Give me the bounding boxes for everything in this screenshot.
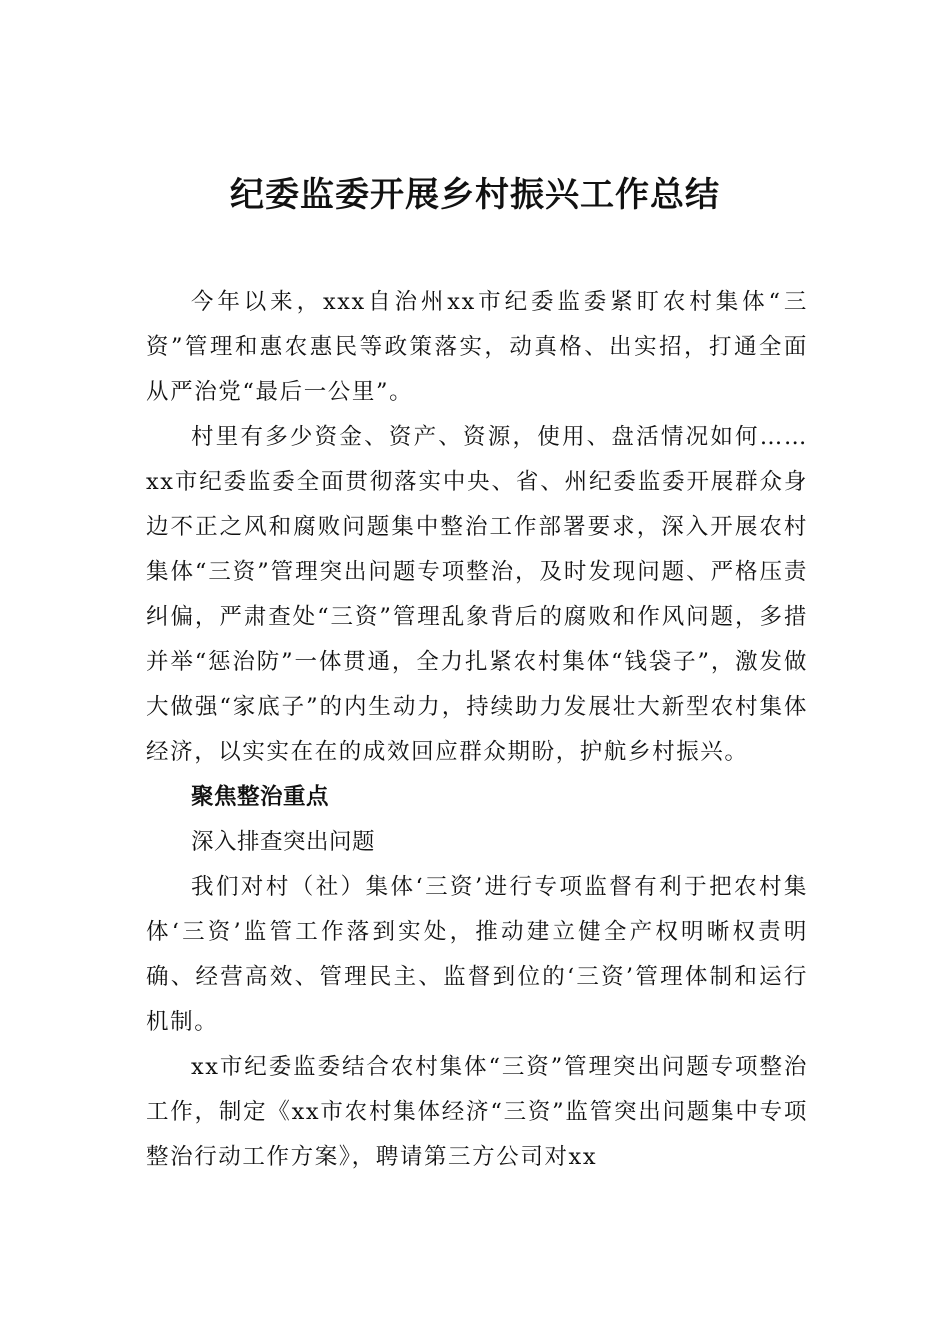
paragraph-supervision: 我们对村（社）集体‘三资’进行专项监督有利于把农村集体‘三资’监管工作落到实处，推动建立健全产权明晰权责明确、经营高效、管理民主、监督到位的‘三资’管理体制和运行机制。 [146, 874, 808, 1035]
paragraph-background: 村里有多少资金、资产、资源，使用、盘活情况如何……xx市纪委监委全面贯彻落实中央、省、州纪委监委开展群众身边不正之风和腐败问题集中整治工作部署要求，深入开展农村集体“三资”管理突出问题专项整治，及时发现问题、严格压责纠偏，严肃查处“三资”管理乱象背后的腐败和作风问题，多措并举“惩治防”一体贯通，全力扎紧农村集体“钱袋子”，激发做大做强“家底子”的内生动力，持续助力发展壮大新型农村集体经济，以实实在在的成效回应群众期盼，护航乡村振兴。 [146, 424, 808, 765]
document-title: 纪委监委开展乡村振兴工作总结 [230, 175, 720, 215]
document-body [146, 280, 808, 1180]
paragraph-intro: 今年以来，xxx自治州xx市纪委监委紧盯农村集体“三资”管理和惠农惠民等政策落实，动真格、出实招，打通全面从严治党“最后一公里”。 [146, 289, 808, 405]
section-subheading: 深入排查突出问题 [191, 829, 376, 855]
section-heading: 聚焦整治重点 [191, 784, 330, 810]
paragraph-action-plan: xx市纪委监委结合农村集体“三资”管理突出问题专项整治工作，制定《xx市农村集体经济“三资”监管突出问题集中专项整治行动工作方案》，聘请第三方公司对xx [146, 1054, 808, 1170]
